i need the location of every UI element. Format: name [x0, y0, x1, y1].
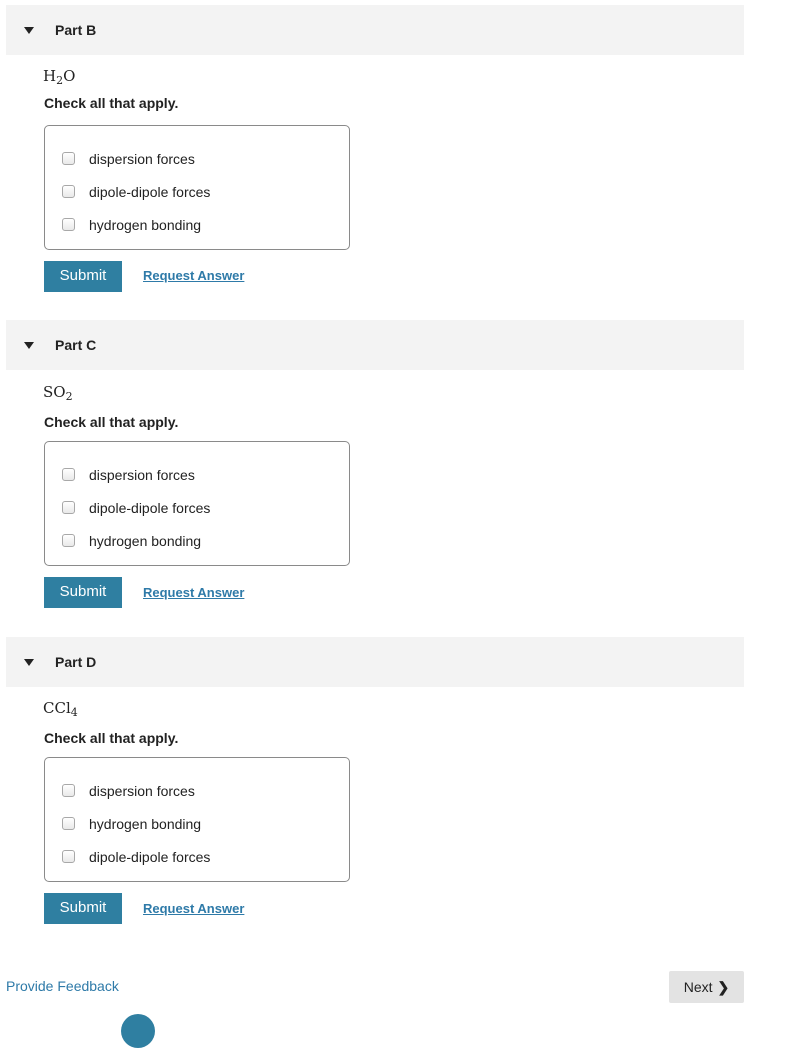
checkbox[interactable] — [62, 817, 75, 830]
checkbox[interactable] — [62, 185, 75, 198]
instruction: Check all that apply. — [44, 95, 179, 111]
request-answer-link[interactable]: Request Answer — [143, 585, 245, 600]
part-title: Part C — [55, 337, 97, 353]
submit-button[interactable]: Submit — [44, 893, 122, 924]
instruction: Check all that apply. — [44, 414, 179, 430]
option-dispersion-forces[interactable] — [45, 774, 349, 807]
checkbox[interactable] — [62, 850, 75, 863]
request-answer-link[interactable]: Request Answer — [143, 901, 245, 916]
formula-base: H — [43, 67, 57, 85]
request-answer-link[interactable]: Request Answer — [143, 268, 245, 283]
part-c-header-bar — [6, 320, 744, 370]
checkbox[interactable] — [62, 152, 75, 165]
part-d-header-bar — [6, 637, 744, 687]
formula-subscript: 2 — [65, 390, 73, 403]
formula — [43, 67, 75, 87]
checkbox[interactable] — [62, 784, 75, 797]
checkbox[interactable] — [62, 468, 75, 481]
formula-base: CCl — [43, 699, 71, 717]
option-label: dipole-dipole forces — [89, 183, 211, 200]
option-label: hydrogen bonding — [89, 815, 202, 832]
part-title: Part D — [55, 654, 97, 670]
option-label: dipole-dipole forces — [89, 499, 211, 516]
option-dispersion-forces[interactable] — [45, 142, 349, 175]
option-dispersion-forces[interactable] — [45, 458, 349, 491]
part-b-header-bar — [6, 5, 744, 55]
option-label: hydrogen bonding — [89, 216, 202, 233]
next-button[interactable] — [669, 971, 744, 1003]
checkbox[interactable] — [62, 218, 75, 231]
option-hydrogen-bonding[interactable] — [45, 208, 349, 241]
formula-base: SO — [43, 383, 66, 401]
caret-down-icon — [24, 27, 34, 34]
part-title: Part B — [55, 22, 97, 38]
formula-rest: O — [63, 67, 76, 85]
formula-subscript: 4 — [70, 706, 78, 719]
part-b-header[interactable] — [6, 5, 744, 55]
provide-feedback-link[interactable]: Provide Feedback — [6, 978, 119, 994]
formula-subscript: 2 — [56, 74, 64, 87]
submit-button[interactable]: Submit — [44, 261, 122, 292]
options-box — [44, 757, 350, 882]
help-circle-icon[interactable] — [121, 1014, 155, 1048]
submit-button[interactable]: Submit — [44, 577, 122, 608]
option-hydrogen-bonding[interactable] — [45, 524, 349, 557]
options-box — [44, 125, 350, 250]
part-c-header[interactable] — [6, 320, 744, 370]
caret-down-icon — [24, 659, 34, 666]
instruction: Check all that apply. — [44, 730, 179, 746]
formula — [43, 383, 73, 403]
option-label: dispersion forces — [89, 466, 195, 483]
option-dipole-dipole-forces[interactable] — [45, 840, 349, 873]
checkbox[interactable] — [62, 501, 75, 514]
option-label: hydrogen bonding — [89, 532, 202, 549]
option-dipole-dipole-forces[interactable] — [45, 491, 349, 524]
next-label: Next — [683, 979, 713, 995]
formula — [43, 699, 78, 719]
option-label: dipole-dipole forces — [89, 848, 211, 865]
option-label: dispersion forces — [89, 150, 195, 167]
checkbox[interactable] — [62, 534, 75, 547]
caret-down-icon — [24, 342, 34, 349]
part-d-header[interactable] — [6, 637, 744, 687]
option-dipole-dipole-forces[interactable] — [45, 175, 349, 208]
options-box — [44, 441, 350, 566]
option-hydrogen-bonding[interactable] — [45, 807, 349, 840]
option-label: dispersion forces — [89, 782, 195, 799]
chevron-right-icon: ❯ — [717, 978, 730, 995]
